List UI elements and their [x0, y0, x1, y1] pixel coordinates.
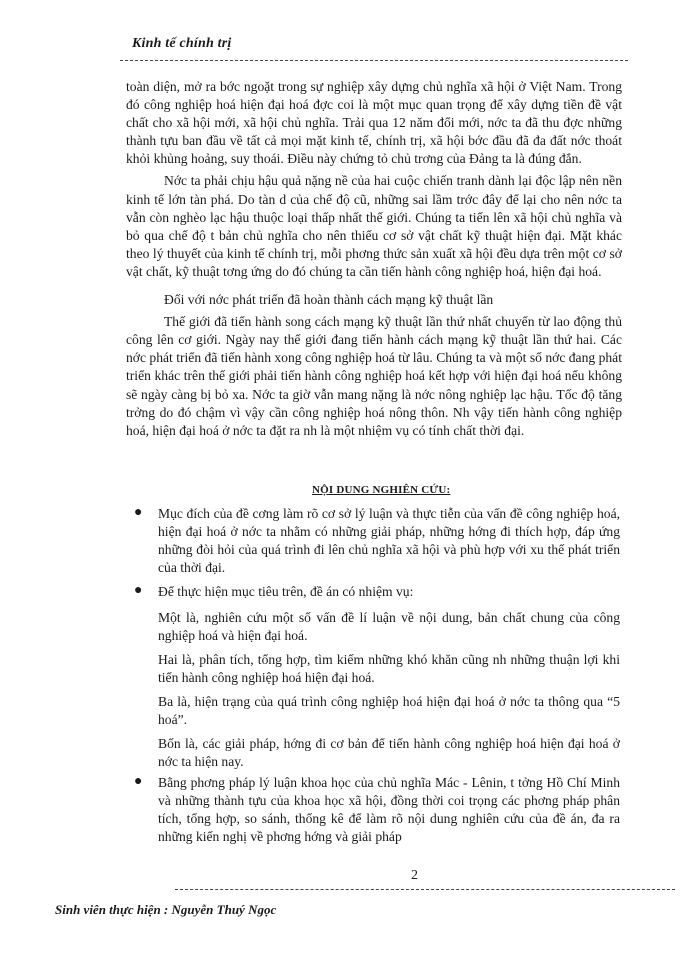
bullet-item-tasks: Để thực hiện mục tiêu trên, đề án có nhiệm vụ: [158, 584, 414, 599]
paragraph-2: Nớc ta phải chịu hậu quả nặng nề của hai cuộc chiến tranh dành lại độc lập nên nền kinh tế lớn tàn phá. Do tàn d của chế độ cũ, những sai lầm trớc đây để lại cho nên nớc ta vẫn còn nghèo lạc hậu thuộc loại thấp nhất thế giới. Chúng ta tiến lên xã hội chủ nghĩa và bỏ qua chế độ t bản chủ nghĩa cho nên thiếu cơ sở vật chất kỹ thuật hiện đại. Mặt khác theo lý thuyết của kinh tế chính trị, mỗi phơng thức sản xuất xã hội đều dựa trên một cơ sở vật chất, kỹ thuật tơng ứng do đó chúng ta cần tiến hành công nghiệp hoá, hiện đại hoá. [126, 173, 622, 279]
task-item-2: Hai là, phân tích, tổng hợp, tìm kiếm những khó khăn cũng nh những thuận lợi khi tiến hành công nghiệp hoá hiện đại hoá. [158, 652, 620, 686]
document-body [126, 78, 622, 440]
footer-student-name: Sinh viên thực hiện : Nguyễn Thuý Ngọc [55, 902, 277, 917]
page-number: 2 [411, 868, 418, 883]
footer-divider [175, 889, 675, 890]
paragraph-3: Đối với nớc phát triển đã hoàn thành cách mạng kỹ thuật lần [164, 292, 494, 308]
task-item-3: Ba là, hiện trạng của quá trình công nghiệp hoá hiện đại hoá ở nớc ta thông qua “5 hoá”. [158, 694, 620, 728]
task-item-1: Một là, nghiên cứu một số vấn đề lí luận về nội dung, bản chất chung của công nghiệp hoá và hiện đại hoá. [158, 610, 620, 644]
bullet-icon: ● [134, 583, 143, 598]
bullet-item-purpose: Mục đích của đề cơng làm rõ cơ sở lý luận và thực tiễn của vấn đề công nghiệp hoá, hiện đại hoá ở nớc ta nhằm có những giải pháp, những hớng đi thích hợp, đáp ứng những đòi hỏi của quá trình đi lên chủ nghĩa xã hội và phù hợp với xu thế phát triển của thời đại. [158, 506, 620, 576]
page-header-title: Kinh tế chính trị [132, 36, 232, 51]
task-item-4: Bốn là, các giải pháp, hớng đi cơ bản để tiến hành công nghiệp hoá hiện đại hoá ở nớc ta hiện nay. [158, 736, 620, 770]
header-divider [120, 60, 628, 61]
section-heading: NỘI DUNG NGHIÊN CỨU: [312, 484, 451, 496]
bullet-item-method: Bằng phơng pháp lý luận khoa học của chủ nghĩa Mác - Lênin, t tởng Hồ Chí Minh và những thành tựu của khoa học xã hội, đồng thời coi trọng các phơng pháp phân tích, tổng hợp, so sánh, thống kê để làm rõ nội dung nghiên cứu của đề án, đa ra những kiến nghị về phơng hớng và giải pháp [158, 775, 620, 845]
paragraph-1: toàn diện, mở ra bớc ngoặt trong sự nghiệp xây dựng chủ nghĩa xã hội ở Việt Nam. Trong đó công nghiệp hoá hiện đại hoá đợc coi là một mục quan trọng để xây dựng tiền đề vật chất cho xã hội mới, xã hội chủ nghĩa. Trải qua 12 năm đổi mới, nớc ta đã thu đợc những thành tựu ban đầu về tất cả mọi mặt kinh tế, chính trị, xã hội bớc đầu đã đa đất nớc thoát khỏi khủng hoảng, suy thoái. Điều này chứng tỏ chủ trơng của Đảng ta là đúng đắn. [126, 79, 622, 167]
bullet-icon: ● [134, 774, 143, 789]
paragraph-4: Thế giới đã tiến hành song cách mạng kỹ thuật lần thứ nhất chuyển từ lao động thủ công lên cơ giới. Ngày nay thế giới đang tiến hành cách mạng kỹ thuật lần thứ hai. Các nớc phát triển đã tiến hành xong công nghiệp hoá từ lâu. Chúng ta và một số nớc đang phát triển khác trên thế giới phải tiến hành công nghiệp hoá kết hợp với hiện đại hoá nếu không sẽ ngày càng bị bỏ xa. Nớc ta giờ vẫn mang nặng là nớc nông nghiệp lạc hậu. Tốc độ tăng trởng do đó chậm vì vậy cần công nghiệp hoá nông thôn. Nh vậy tiến hành công nghiệp hoá, hiện đại hoá ở nớc ta đặt ra nh là một nhiệm vụ có tính chất thời đại. [126, 314, 622, 438]
bullet-icon: ● [134, 505, 143, 520]
